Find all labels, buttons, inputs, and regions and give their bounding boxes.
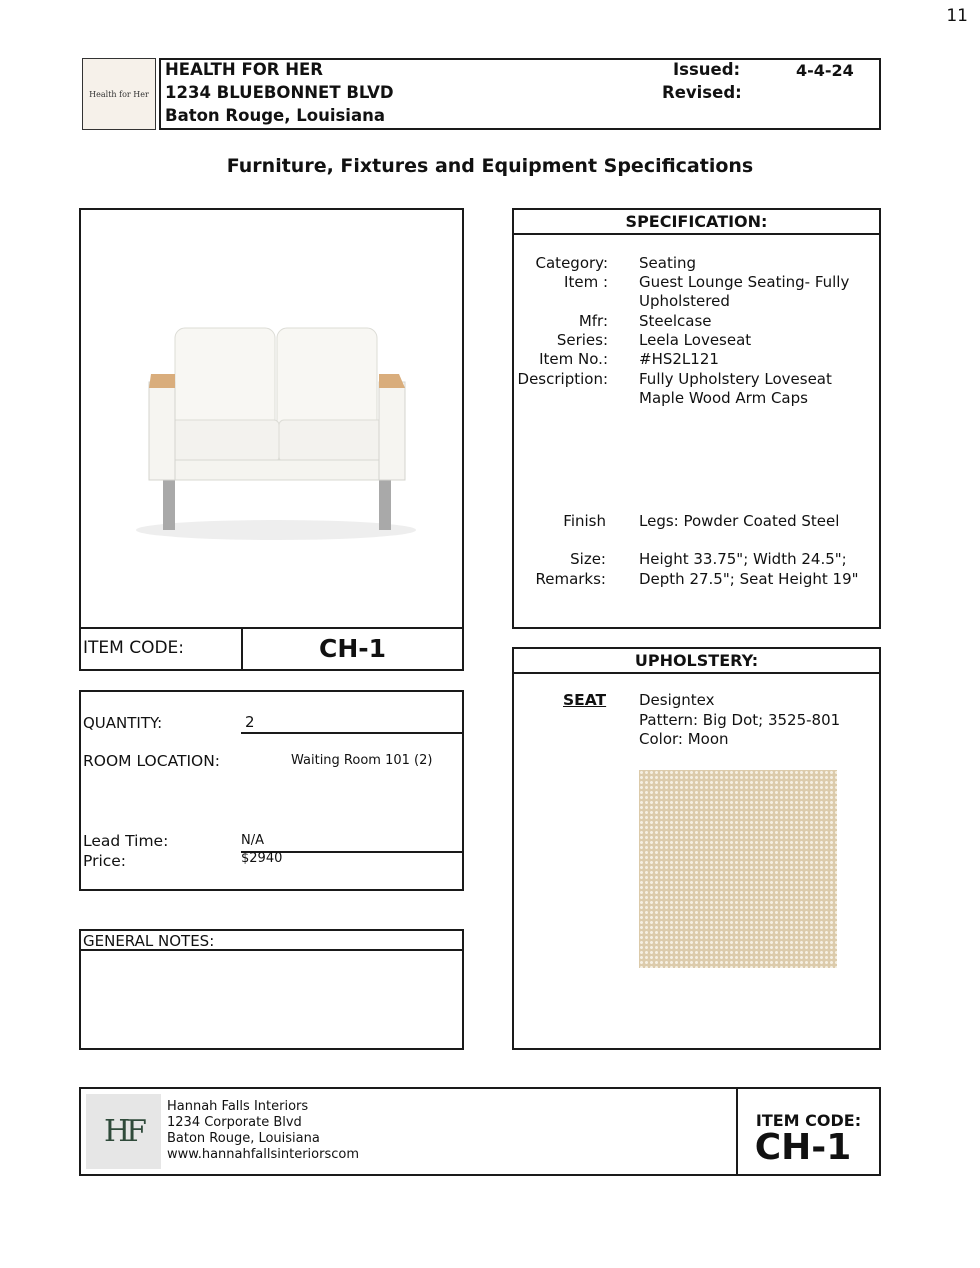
upholstery-manufacturer: Designtex [639,691,715,709]
footer-item-code-label: ITEM CODE: [755,1111,862,1130]
issued-label: Issued: [673,60,741,79]
spec-remarks-label: Remarks: [535,570,606,588]
spec-size-value-line2: Depth 27.5"; Seat Height 19" [639,570,859,588]
spec-itemno-value: #HS2L121 [639,350,719,368]
client-logo [82,58,156,130]
project-city: Baton Rouge, Louisiana [165,106,385,125]
spec-finish-value: Legs: Powder Coated Steel [639,512,840,530]
spec-size-value: Height 33.75"; Width 24.5"; [639,550,847,568]
spec-finish-label: Finish [563,512,606,530]
specification-heading: SPECIFICATION: [514,210,879,235]
spec-description-value: Fully Upholstery Loveseat [639,370,832,388]
client-logo-text: Health for Her [89,89,149,99]
room-location-label: ROOM LOCATION: [83,752,221,770]
issued-value: 4-4-24 [796,61,854,80]
spec-mfr-value: Steelcase [639,312,712,330]
quantity-value: 2 [245,713,255,731]
designer-logo [86,1094,161,1169]
spec-size-label: Size: [570,550,606,568]
project-header [159,58,881,130]
spec-series-value: Leela Loveseat [639,331,752,349]
item-code-value: CH-1 [318,634,387,663]
product-image-box [79,208,464,671]
general-notes-label: GENERAL NOTES: [83,932,215,950]
spec-itemno-label: Item No.: [539,350,608,368]
spec-item-value-line2: Upholstered [639,292,730,310]
project-name: HEALTH FOR HER [165,60,323,79]
designer-info [167,1099,359,1163]
upholstery-box [512,647,881,1050]
price-value: $2940 [241,851,283,866]
fabric-swatch [639,770,837,968]
lead-time-value: N/A [241,833,264,848]
document-title: Furniture, Fixtures and Equipment Specifications [226,155,754,177]
revised-label: Revised: [662,83,742,102]
designer-address: 1234 Corporate Blvd [167,1115,302,1130]
project-address: 1234 BLUEBONNET BLVD [165,83,394,102]
seat-label: SEAT [563,691,607,709]
spec-description-line2: Maple Wood Arm Caps [639,389,808,407]
general-notes-box [79,929,464,1050]
spec-category-value: Seating [639,254,697,272]
details-box [79,690,464,891]
spec-item-value: Guest Lounge Seating- Fully [639,273,850,291]
designer-website[interactable]: www.hannahfallsinteriorscom [167,1147,360,1162]
specification-box [512,208,881,629]
spec-item-label: Item : [564,273,608,291]
designer-city: Baton Rouge, Louisiana [167,1131,320,1146]
footer-item-code-value: CH-1 [754,1127,852,1168]
footer-box [79,1087,881,1176]
quantity-label: QUANTITY: [83,714,163,732]
item-code-label: ITEM CODE: [83,638,185,658]
designer-company: Hannah Falls Interiors [167,1099,309,1114]
room-location-value: Waiting Room 101 (2) [291,753,433,768]
page-number: 11 [946,6,968,26]
spec-series-label: Series: [556,331,608,349]
lead-time-label: Lead Time: [83,832,169,850]
spec-description-label: Description: [517,370,608,388]
upholstery-color: Color: Moon [639,730,729,748]
upholstery-heading: UPHOLSTERY: [514,649,879,674]
loveseat-image [81,210,462,630]
price-label: Price: [83,852,127,870]
spec-category-label: Category: [535,254,608,272]
upholstery-pattern: Pattern: Big Dot; 3525-801 [639,711,841,729]
designer-logo-letters: HF [104,1114,143,1149]
spec-mfr-label: Mfr: [578,312,608,330]
